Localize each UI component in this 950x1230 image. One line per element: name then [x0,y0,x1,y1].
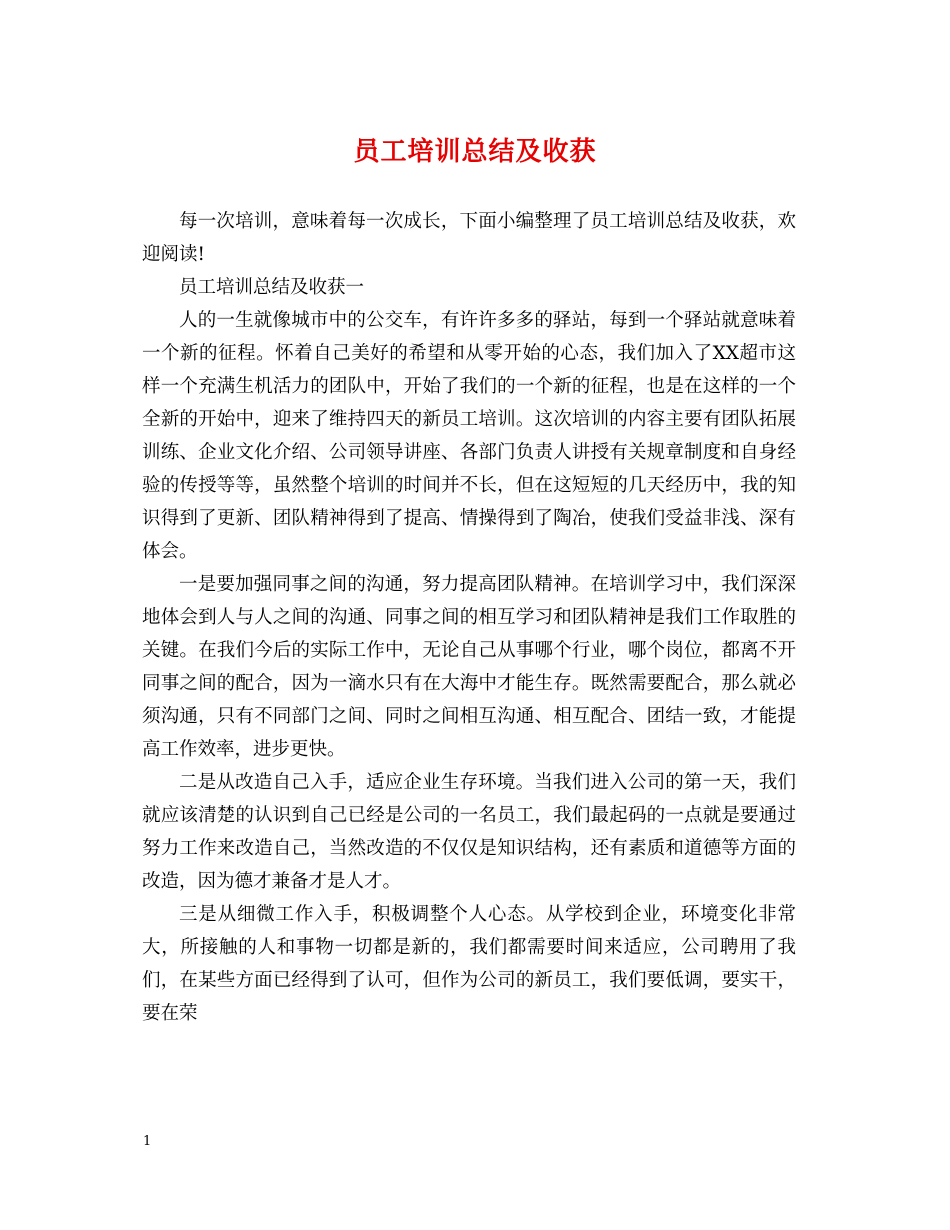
page-number: 1 [143,1134,152,1149]
document-title: 员工培训总结及收获 [353,137,597,167]
paragraph-intro: 每一次培训，意味着每一次成长，下面小编整理了员工培训总结及收获，欢迎阅读! [142,211,796,265]
section-heading: 员工培训总结及收获一 [179,277,365,298]
paragraph: 一是要加强同事之间的沟通，努力提高团队精神。在培训学习中，我们深深地体会到人与人之间的沟通、同事之间的相互学习和团队精神是我们工作取胜的关键。在我们今后的实际工作中，无论自己从事哪个行业，哪个岗位，都离不开同事之间的配合，因为一滴水只有在大海中才能生存。既然需要配合，那么就必须沟通，只有不同部门之间、同时之间相互沟通、相互配合、团结一致，才能提高工作效率，进步更快。 [142,574,796,760]
paragraph: 三是从细微工作入手，积极调整个人心态。从学校到企业，环境变化非常大，所接触的人和事物一切都是新的，我们都需要时间来适应，公司聘用了我们，在某些方面已经得到了认可，但作为公司的新员工，我们要低调，要实干，要在荣 [142,904,796,1024]
paragraph: 二是从改造自己入手，适应企业生存环境。当我们进入公司的第一天，我们就应该清楚的认识到自己已经是公司的一名员工，我们最起码的一点就是要通过努力工作来改造自己，当然改造的不仅仅是知识结构，还有素质和道德等方面的改造，因为德才兼备才是人才。 [142,772,796,892]
paragraph: 人的一生就像城市中的公交车，有许许多多的驿站，每到一个驿站就意味着一个新的征程。怀着自己美好的希望和从零开始的心态，我们加入了XX超市这样一个充满生机活力的团队中，开始了我们的一个新的征程，也是在这样的一个全新的开始中，迎来了维持四天的新员工培训。这次培训的内容主要有团队拓展训练、企业文化介绍、公司领导讲座、各部门负责人讲授有关规章制度和自身经验的传授等等，虽然整个培训的时间并不长，但在这短短的几天经历中，我的知识得到了更新、团队精神得到了提高、情操得到了陶冶，使我们受益非浅、深有体会。 [142,310,796,562]
document-body [142,205,796,1030]
